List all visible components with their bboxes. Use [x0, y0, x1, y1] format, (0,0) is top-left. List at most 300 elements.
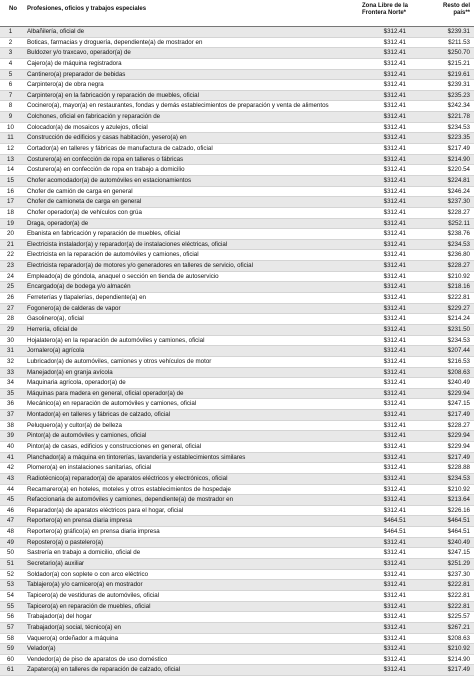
cell-zona-libre: $312.41 [383, 272, 406, 280]
cell-zona-libre: $312.41 [383, 347, 406, 355]
table-row [0, 80, 474, 91]
cell-resto-pais: $210.92 [447, 485, 470, 493]
table-row [0, 112, 474, 123]
cell-resto-pais: $220.54 [447, 166, 470, 174]
table-row [0, 325, 474, 336]
cell-zona-libre: $312.41 [383, 560, 406, 568]
table-row [0, 474, 474, 485]
cell-profesion: Repostero(a) o pastelero(a) [27, 538, 104, 546]
cell-zona-libre: $312.41 [383, 294, 406, 302]
table-row [0, 261, 474, 272]
cell-profesion: Radiotécnico(a) reparador(a) de aparatos eléctricos y electrónicos, oficial [27, 474, 228, 482]
cell-resto-pais: $238.76 [447, 230, 470, 238]
cell-profesion: Pintor(a) de casas, edificios y construcciones en general, oficial [27, 442, 202, 450]
cell-no: 48 [7, 528, 14, 536]
cell-resto-pais: $250.70 [447, 49, 470, 57]
cell-zona-libre: $312.41 [383, 570, 406, 578]
table-row [0, 176, 474, 187]
cell-no: 36 [7, 400, 14, 408]
cell-profesion: Montador(a) en talleres y fábricas de calzado, oficial [27, 411, 171, 419]
cell-no: 11 [7, 134, 14, 142]
cell-no: 57 [7, 623, 14, 631]
cell-zona-libre: $312.41 [383, 145, 406, 153]
cell-profesion: Chofer de camión de carga en general [27, 187, 133, 195]
cell-zona-libre: $312.41 [383, 464, 406, 472]
cell-profesion: Zapatero(a) en talleres de reparación de calzado, oficial [27, 666, 181, 674]
cell-profesion: Colocador(a) de mosaicos y azulejos, oficial [27, 123, 148, 131]
cell-no: 2 [8, 38, 13, 46]
table-row [0, 634, 474, 645]
cell-no: 32 [7, 357, 14, 365]
cell-profesion: Gasolinero(a), oficial [27, 315, 84, 323]
table-row [0, 602, 474, 613]
cell-no: 47 [7, 517, 14, 525]
cell-zona-libre: $312.41 [383, 666, 406, 674]
cell-no: 20 [7, 230, 14, 238]
cell-zona-libre: $464.51 [383, 528, 406, 536]
cell-resto-pais: $221.78 [447, 113, 470, 121]
table-row [0, 495, 474, 506]
cell-no: 37 [7, 411, 14, 419]
cell-zona-libre: $312.41 [383, 240, 406, 248]
cell-profesion: Pintor(a) de automóviles y camiones, oficial [27, 432, 147, 440]
cell-zona-libre: $312.41 [383, 102, 406, 110]
table-row [0, 612, 474, 623]
cell-profesion: Reportero(a) gráfico(a) en prensa diaria impresa [27, 528, 160, 536]
cell-profesion: Chofer de camioneta de carga en general [27, 198, 142, 206]
cell-profesion: Carpintero(a) en la fabricación y reparación de muebles, oficial [27, 91, 199, 99]
cell-zona-libre: $312.41 [383, 283, 406, 291]
table-row [0, 527, 474, 538]
cell-profesion: Colchones, oficial en fabricación y reparación de [27, 113, 161, 121]
cell-profesion: Hojalatero(a) en la reparación de automóviles y camiones, oficial [27, 336, 205, 344]
table-row [0, 229, 474, 240]
cell-resto-pais: $222.81 [447, 602, 470, 610]
cell-zona-libre: $312.41 [383, 166, 406, 174]
cell-profesion: Electricista instalador(a) y reparador(a) de instalaciones eléctricas, oficial [27, 240, 228, 248]
cell-profesion: Cantinero(a) preparador de bebidas [27, 70, 126, 78]
table-row [0, 240, 474, 251]
cell-zona-libre: $312.41 [383, 538, 406, 546]
cell-profesion: Trabajador(a) del hogar [27, 613, 92, 621]
header-zona-libre: Zona Libre de la Frontera Norte* [362, 3, 409, 16]
cell-no: 58 [7, 634, 14, 642]
cell-no: 6 [8, 81, 13, 89]
cell-no: 7 [8, 91, 13, 99]
cell-resto-pais: $240.49 [447, 538, 470, 546]
cell-zona-libre: $312.41 [383, 91, 406, 99]
cell-resto-pais: $239.31 [447, 28, 470, 35]
cell-profesion: Tapicero(a) en reparación de muebles, oficial [27, 602, 151, 610]
table-row [0, 48, 474, 59]
table-row [0, 591, 474, 602]
cell-no: 54 [7, 591, 14, 599]
table-row [0, 197, 474, 208]
table-row [0, 346, 474, 357]
cell-no: 4 [8, 59, 13, 67]
cell-no: 44 [7, 485, 14, 493]
cell-profesion: Peluquero(a) y cultor(a) de belleza [27, 421, 122, 429]
cell-resto-pais: $226.16 [447, 506, 470, 514]
cell-resto-pais: $207.44 [447, 347, 470, 355]
cell-resto-pais: $229.94 [447, 442, 470, 450]
cell-no: 45 [7, 496, 14, 504]
cell-zona-libre: $312.41 [383, 134, 406, 142]
cell-no: 21 [7, 240, 14, 248]
cell-profesion: Mecánico(a) en reparación de automóviles y camiones, oficial [27, 400, 197, 408]
cell-no: 30 [7, 336, 14, 344]
cell-no: 29 [7, 325, 14, 333]
cell-profesion: Ebanista en fabricación y reparación de muebles, oficial [27, 230, 181, 238]
cell-resto-pais: $228.27 [447, 262, 470, 270]
cell-resto-pais: $217.49 [447, 666, 470, 674]
cell-no: 46 [7, 506, 14, 514]
cell-profesion: Costurero(a) en confección de ropa en trabajo a domicilio [27, 166, 185, 174]
cell-resto-pais: $235.23 [447, 91, 470, 99]
cell-resto-pais: $234.53 [447, 123, 470, 131]
table-row [0, 187, 474, 198]
cell-resto-pais: $228.88 [447, 464, 470, 472]
cell-no: 61 [7, 666, 14, 674]
cell-resto-pais: $218.16 [447, 283, 470, 291]
cell-profesion: Herrería, oficial de [27, 325, 78, 333]
cell-no: 28 [7, 315, 14, 323]
cell-no: 31 [7, 347, 14, 355]
cell-zona-libre: $312.41 [383, 634, 406, 642]
cell-resto-pais: $210.92 [447, 272, 470, 280]
table-row [0, 304, 474, 315]
table-row [0, 442, 474, 453]
table-row [0, 293, 474, 304]
cell-profesion: Reportero(a) en prensa diaria impresa [27, 517, 132, 525]
cell-zona-libre: $312.41 [383, 28, 406, 35]
cell-resto-pais: $234.53 [447, 474, 470, 482]
cell-no: 13 [7, 155, 14, 163]
cell-resto-pais: $222.81 [447, 591, 470, 599]
cell-profesion: Lubricador(a) de automóviles, camiones y otros vehículos de motor [27, 357, 212, 365]
cell-zona-libre: $312.41 [383, 442, 406, 450]
cell-zona-libre: $312.41 [383, 251, 406, 259]
cell-zona-libre: $312.41 [383, 230, 406, 238]
cell-profesion: Draga, operador(a) de [27, 219, 89, 227]
cell-zona-libre: $312.41 [383, 155, 406, 163]
cell-zona-libre: $464.51 [383, 517, 406, 525]
cell-resto-pais: $229.94 [447, 389, 470, 397]
cell-no: 38 [7, 421, 14, 429]
cell-resto-pais: $236.80 [447, 251, 470, 259]
cell-zona-libre: $312.41 [383, 485, 406, 493]
cell-no: 5 [8, 70, 13, 78]
cell-resto-pais: $208.63 [447, 368, 470, 376]
cell-no: 24 [7, 272, 14, 280]
cell-zona-libre: $312.41 [383, 336, 406, 344]
cell-profesion: Vaquero(a) ordeñador a máquina [27, 634, 119, 642]
table-row [0, 357, 474, 368]
table-row [0, 453, 474, 464]
cell-resto-pais: $215.21 [447, 59, 470, 67]
cell-profesion: Ferreterías y tlapalerías, dependiente(a) en [27, 294, 147, 302]
cell-profesion: Planchador(a) a máquina en tintorerías, lavandería y establecimientos similares [27, 453, 246, 461]
cell-profesion: Trabajador(a) social, técnico(a) en [27, 623, 121, 631]
table-row [0, 623, 474, 634]
cell-no: 33 [7, 368, 14, 376]
cell-zona-libre: $312.41 [383, 59, 406, 67]
table-row [0, 431, 474, 442]
cell-profesion: Velador(a) [27, 645, 56, 653]
cell-no: 16 [7, 187, 14, 195]
cell-profesion: Empleado(a) de góndola, anaquel o sección en tienda de autoservicio [27, 272, 219, 280]
cell-zona-libre: $312.41 [383, 208, 406, 216]
cell-no: 40 [7, 442, 14, 450]
cell-resto-pais: $217.49 [447, 453, 470, 461]
cell-resto-pais: $219.61 [447, 70, 470, 78]
cell-resto-pais: $251.29 [447, 560, 470, 568]
table-row [0, 506, 474, 517]
cell-no: 10 [7, 123, 14, 131]
table-row [0, 368, 474, 379]
table-row [0, 123, 474, 134]
table-row [0, 59, 474, 70]
cell-resto-pais: $237.30 [447, 570, 470, 578]
table-row [0, 559, 474, 570]
cell-resto-pais: $222.81 [447, 581, 470, 589]
cell-profesion: Encargado(a) de bodega y/o almacén [27, 283, 131, 291]
table-row [0, 27, 474, 38]
cell-zona-libre: $312.41 [383, 123, 406, 131]
cell-zona-libre: $312.41 [383, 176, 406, 184]
cell-resto-pais: $267.21 [447, 623, 470, 631]
cell-no: 60 [7, 655, 14, 663]
cell-no: 3 [8, 49, 13, 57]
cell-profesion: Reparador(a) de aparatos eléctricos para el hogar, oficial [27, 506, 184, 514]
table-row [0, 314, 474, 325]
table-row [0, 272, 474, 283]
cell-zona-libre: $312.41 [383, 602, 406, 610]
cell-resto-pais: $214.90 [447, 655, 470, 663]
header-resto-pais: Resto del país** [442, 3, 470, 16]
cell-zona-libre: $312.41 [383, 38, 406, 46]
table-row [0, 144, 474, 155]
cell-resto-pais: $217.49 [447, 411, 470, 419]
cell-profesion: Tapicero(a) de vestiduras de automóviles, oficial [27, 591, 160, 599]
table-row [0, 91, 474, 102]
cell-resto-pais: $217.49 [447, 145, 470, 153]
cell-zona-libre: $312.41 [383, 49, 406, 57]
table-row [0, 165, 474, 176]
cell-zona-libre: $312.41 [383, 474, 406, 482]
cell-resto-pais: $237.30 [447, 198, 470, 206]
cell-profesion: Secretario(a) auxiliar [27, 560, 85, 568]
cell-no: 51 [7, 560, 14, 568]
cell-no: 55 [7, 602, 14, 610]
cell-resto-pais: $214.90 [447, 155, 470, 163]
cell-no: 53 [7, 581, 14, 589]
cell-resto-pais: $216.53 [447, 357, 470, 365]
cell-no: 42 [7, 464, 14, 472]
cell-profesion: Cocinero(a), mayor(a) en restaurantes, fondas y demás establecimientos de preparación y venta de alimentos [27, 102, 329, 110]
table-body [0, 27, 474, 676]
cell-resto-pais: $464.51 [447, 517, 470, 525]
cell-no: 43 [7, 474, 14, 482]
cell-zona-libre: $312.41 [383, 198, 406, 206]
cell-resto-pais: $213.64 [447, 496, 470, 504]
cell-zona-libre: $312.41 [383, 368, 406, 376]
cell-no: 19 [7, 219, 14, 227]
cell-resto-pais: $234.53 [447, 336, 470, 344]
cell-no: 56 [7, 613, 14, 621]
cell-profesion: Refaccionaria de automóviles y camiones, dependiente(a) de mostrador en [27, 496, 234, 504]
cell-no: 27 [7, 304, 14, 312]
cell-zona-libre: $312.41 [383, 219, 406, 227]
cell-zona-libre: $312.41 [383, 613, 406, 621]
cell-profesion: Maquinaria agrícola, operador(a) de [27, 379, 126, 387]
cell-zona-libre: $312.41 [383, 262, 406, 270]
cell-profesion: Vendedor(a) de piso de aparatos de uso doméstico [27, 655, 168, 663]
cell-no: 15 [7, 176, 14, 184]
table-row [0, 580, 474, 591]
table-row [0, 219, 474, 230]
cell-resto-pais: $242.34 [447, 102, 470, 110]
cell-resto-pais: $224.81 [447, 176, 470, 184]
cell-zona-libre: $312.41 [383, 70, 406, 78]
cell-no: 14 [7, 166, 14, 174]
table-row [0, 421, 474, 432]
cell-zona-libre: $312.41 [383, 581, 406, 589]
table-row [0, 38, 474, 49]
table-row [0, 70, 474, 81]
cell-profesion: Boticas, farmacias y droguería, dependiente(a) de mostrador en [27, 38, 203, 46]
cell-zona-libre: $312.41 [383, 315, 406, 323]
cell-resto-pais: $239.31 [447, 81, 470, 89]
cell-profesion: Tablajero(a) y/o carnicero(a) en mostrador [27, 581, 143, 589]
header-no: No [9, 6, 17, 12]
cell-profesion: Chofer acomodador(a) de automóviles en estacionamientos [27, 176, 192, 184]
cell-zona-libre: $312.41 [383, 453, 406, 461]
cell-zona-libre: $312.41 [383, 187, 406, 195]
cell-resto-pais: $229.27 [447, 304, 470, 312]
table-row [0, 665, 474, 676]
cell-zona-libre: $312.41 [383, 379, 406, 387]
table-row [0, 655, 474, 666]
table-row [0, 101, 474, 112]
table-row [0, 644, 474, 655]
cell-zona-libre: $312.41 [383, 623, 406, 631]
cell-resto-pais: $228.27 [447, 208, 470, 216]
cell-no: 52 [7, 570, 14, 578]
cell-no: 8 [8, 102, 13, 110]
table-row [0, 155, 474, 166]
cell-no: 59 [7, 645, 14, 653]
cell-resto-pais: $214.24 [447, 315, 470, 323]
cell-no: 23 [7, 262, 14, 270]
cell-no: 39 [7, 432, 14, 440]
cell-zona-libre: $312.41 [383, 549, 406, 557]
table-row [0, 133, 474, 144]
cell-no: 18 [7, 208, 14, 216]
cell-zona-libre: $312.41 [383, 421, 406, 429]
cell-profesion: Electricista en la reparación de automóviles y camiones, oficial [27, 251, 199, 259]
cell-profesion: Construcción de edificios y casas habitación, yesero(a) en [27, 134, 187, 142]
table-row [0, 538, 474, 549]
cell-no: 9 [8, 113, 13, 121]
table-row [0, 282, 474, 293]
cell-no: 17 [7, 198, 14, 206]
cell-zona-libre: $312.41 [383, 655, 406, 663]
cell-profesion: Carpintero(a) de obra negra [27, 81, 104, 89]
cell-no: 25 [7, 283, 14, 291]
cell-resto-pais: $247.15 [447, 400, 470, 408]
header-profesion: Profesiones, oficios y trabajos especiales [27, 6, 147, 12]
table-row [0, 250, 474, 261]
cell-no: 22 [7, 251, 14, 259]
table-row [0, 570, 474, 581]
cell-no: 41 [7, 453, 14, 461]
table-row [0, 399, 474, 410]
cell-profesion: Jornalero(a) agrícola [27, 347, 85, 355]
table-row [0, 485, 474, 496]
cell-no: 35 [7, 389, 14, 397]
table-row [0, 208, 474, 219]
cell-resto-pais: $247.15 [447, 549, 470, 557]
cell-zona-libre: $312.41 [383, 304, 406, 312]
cell-zona-libre: $312.41 [383, 591, 406, 599]
cell-zona-libre: $312.41 [383, 357, 406, 365]
table-row [0, 463, 474, 474]
cell-no: 34 [7, 379, 14, 387]
cell-profesion: Soldador(a) con soplete o con arco eléctrico [27, 570, 149, 578]
cell-profesion: Cortador(a) en talleres y fábricas de manufactura de calzado, oficial [27, 145, 213, 153]
cell-profesion: Albañilería, oficial de [27, 28, 85, 35]
cell-resto-pais: $252.11 [448, 219, 470, 227]
cell-no: 50 [7, 549, 14, 557]
cell-zona-libre: $312.41 [383, 389, 406, 397]
cell-profesion: Buldozer y/o traxcavo, operador(a) de [27, 49, 131, 57]
table-row [0, 378, 474, 389]
cell-zona-libre: $312.41 [383, 411, 406, 419]
cell-resto-pais: $246.24 [447, 187, 470, 195]
cell-zona-libre: $312.41 [383, 400, 406, 408]
table-row [0, 389, 474, 400]
cell-resto-pais: $464.51 [447, 528, 470, 536]
table-row [0, 548, 474, 559]
table-row [0, 516, 474, 527]
cell-no: 26 [7, 294, 14, 302]
cell-profesion: Sastrería en trabajo a domicilio, oficial de [27, 549, 141, 557]
cell-resto-pais: $234.53 [447, 240, 470, 248]
cell-zona-libre: $312.41 [383, 645, 406, 653]
cell-resto-pais: $231.50 [447, 325, 470, 333]
cell-resto-pais: $229.94 [447, 432, 470, 440]
cell-zona-libre: $312.41 [383, 113, 406, 121]
cell-profesion: Costurero(a) en confección de ropa en talleres o fábricas [27, 155, 184, 163]
cell-resto-pais: $223.35 [447, 134, 470, 142]
cell-zona-libre: $312.41 [383, 81, 406, 89]
cell-no: 12 [7, 145, 14, 153]
cell-resto-pais: $222.81 [447, 294, 470, 302]
cell-profesion: Fogonero(a) de calderas de vapor [27, 304, 121, 312]
cell-profesion: Cajero(a) de máquina registradora [27, 59, 122, 67]
cell-zona-libre: $312.41 [383, 496, 406, 504]
cell-resto-pais: $228.27 [447, 421, 470, 429]
cell-no: 1 [8, 28, 13, 35]
cell-zona-libre: $312.41 [383, 325, 406, 333]
cell-resto-pais: $208.63 [447, 634, 470, 642]
cell-resto-pais: $240.49 [447, 379, 470, 387]
table-header [0, 0, 474, 27]
cell-profesion: Máquinas para madera en general, oficial operador(a) de [27, 389, 184, 397]
cell-no: 49 [7, 538, 14, 546]
cell-profesion: Plomero(a) en instalaciones sanitarias, oficial [27, 464, 152, 472]
